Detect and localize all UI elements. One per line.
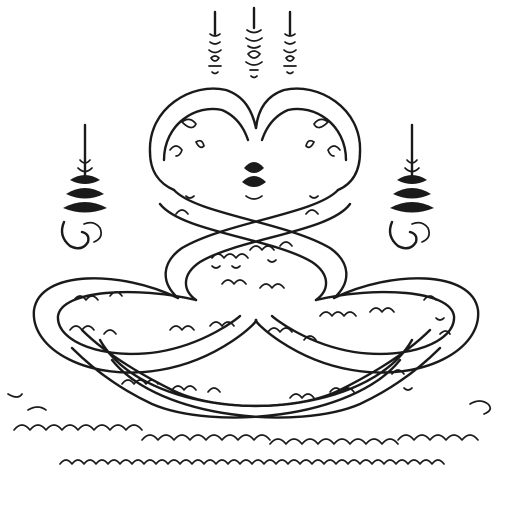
side-spire-left	[62, 125, 107, 248]
serpent-head-right	[256, 89, 360, 190]
spire-center	[246, 8, 262, 78]
side-spire-right	[390, 125, 434, 248]
bottom-script-line	[8, 394, 490, 464]
serpent-head-left	[150, 89, 256, 190]
spire-right	[284, 12, 296, 74]
top-spires	[209, 8, 296, 78]
spire-left	[209, 12, 221, 74]
center-flame	[242, 162, 266, 199]
